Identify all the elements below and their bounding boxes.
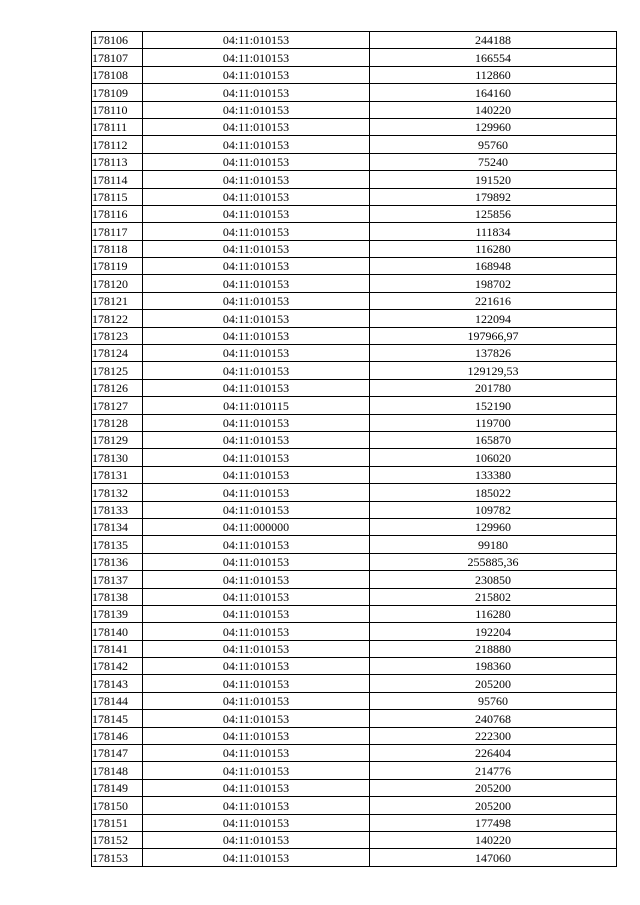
table-row: [92, 605, 617, 622]
row-code-cell: 04:11:010153: [143, 223, 370, 240]
table-row: [92, 779, 617, 796]
row-id-cell: 178120: [92, 275, 143, 292]
row-value-cell: 177498: [370, 814, 617, 831]
row-value-cell: 122094: [370, 310, 617, 327]
table-row: [92, 327, 617, 344]
row-value-cell: 109782: [370, 501, 617, 518]
row-id-cell: 178153: [92, 849, 143, 866]
table-row: [92, 449, 617, 466]
row-id-cell: 178115: [92, 188, 143, 205]
table-row: [92, 275, 617, 292]
row-id-cell: 178134: [92, 518, 143, 535]
table-row: [92, 658, 617, 675]
row-code-cell: 04:11:010153: [143, 727, 370, 744]
row-code-cell: 04:11:010153: [143, 466, 370, 483]
table-row: [92, 710, 617, 727]
table-row: [92, 692, 617, 709]
table-row: [92, 797, 617, 814]
row-id-cell: 178125: [92, 362, 143, 379]
row-value-cell: 164160: [370, 84, 617, 101]
row-code-cell: 04:11:010153: [143, 553, 370, 570]
row-code-cell: 04:11:010153: [143, 292, 370, 309]
row-id-cell: 178142: [92, 658, 143, 675]
row-code-cell: 04:11:010153: [143, 118, 370, 135]
table-row: [92, 118, 617, 135]
row-value-cell: 147060: [370, 849, 617, 866]
table-row: [92, 258, 617, 275]
row-id-cell: 178122: [92, 310, 143, 327]
row-value-cell: 116280: [370, 605, 617, 622]
row-code-cell: 04:11:010153: [143, 258, 370, 275]
row-id-cell: 178124: [92, 345, 143, 362]
row-code-cell: 04:11:010153: [143, 640, 370, 657]
row-code-cell: 04:11:010153: [143, 849, 370, 866]
table-row: [92, 484, 617, 501]
row-value-cell: 191520: [370, 171, 617, 188]
table-row: [92, 188, 617, 205]
table-row: [92, 49, 617, 66]
row-value-cell: 112860: [370, 66, 617, 83]
table-row: [92, 571, 617, 588]
row-code-cell: 04:11:000000: [143, 518, 370, 535]
row-code-cell: 04:11:010153: [143, 327, 370, 344]
row-id-cell: 178136: [92, 553, 143, 570]
row-id-cell: 178131: [92, 466, 143, 483]
row-id-cell: 178150: [92, 797, 143, 814]
row-value-cell: 152190: [370, 397, 617, 414]
row-value-cell: 75240: [370, 153, 617, 170]
row-id-cell: 178151: [92, 814, 143, 831]
row-id-cell: 178133: [92, 501, 143, 518]
row-id-cell: 178108: [92, 66, 143, 83]
table-row: [92, 310, 617, 327]
table-row: [92, 588, 617, 605]
row-value-cell: 255885,36: [370, 553, 617, 570]
row-code-cell: 04:11:010153: [143, 745, 370, 762]
row-value-cell: 133380: [370, 466, 617, 483]
row-id-cell: 178117: [92, 223, 143, 240]
table-row: [92, 466, 617, 483]
table-row: [92, 727, 617, 744]
row-code-cell: 04:11:010153: [143, 275, 370, 292]
table-row: [92, 553, 617, 570]
table-row: [92, 171, 617, 188]
row-value-cell: 198360: [370, 658, 617, 675]
row-code-cell: 04:11:010153: [143, 66, 370, 83]
row-id-cell: 178114: [92, 171, 143, 188]
data-table: [91, 31, 617, 867]
row-code-cell: 04:11:010153: [143, 675, 370, 692]
row-id-cell: 178129: [92, 431, 143, 448]
table-row: [92, 414, 617, 431]
table-row: [92, 223, 617, 240]
table-row: [92, 623, 617, 640]
row-code-cell: 04:11:010115: [143, 397, 370, 414]
row-value-cell: 222300: [370, 727, 617, 744]
table-row: [92, 292, 617, 309]
row-code-cell: 04:11:010153: [143, 762, 370, 779]
row-value-cell: 230850: [370, 571, 617, 588]
row-id-cell: 178106: [92, 32, 143, 49]
row-id-cell: 178123: [92, 327, 143, 344]
table-row: [92, 640, 617, 657]
row-value-cell: 106020: [370, 449, 617, 466]
row-value-cell: 140220: [370, 831, 617, 848]
row-id-cell: 178138: [92, 588, 143, 605]
row-code-cell: 04:11:010153: [143, 536, 370, 553]
row-code-cell: 04:11:010153: [143, 240, 370, 257]
table-row: [92, 66, 617, 83]
row-code-cell: 04:11:010153: [143, 310, 370, 327]
row-id-cell: 178109: [92, 84, 143, 101]
row-id-cell: 178130: [92, 449, 143, 466]
table-row: [92, 32, 617, 49]
row-code-cell: 04:11:010153: [143, 501, 370, 518]
row-code-cell: 04:11:010153: [143, 588, 370, 605]
row-value-cell: 179892: [370, 188, 617, 205]
row-code-cell: 04:11:010153: [143, 571, 370, 588]
row-id-cell: 178127: [92, 397, 143, 414]
row-id-cell: 178139: [92, 605, 143, 622]
row-value-cell: 205200: [370, 797, 617, 814]
row-value-cell: 119700: [370, 414, 617, 431]
row-value-cell: 168948: [370, 258, 617, 275]
row-value-cell: 140220: [370, 101, 617, 118]
row-code-cell: 04:11:010153: [143, 692, 370, 709]
row-value-cell: 137826: [370, 345, 617, 362]
row-value-cell: 95760: [370, 136, 617, 153]
row-id-cell: 178118: [92, 240, 143, 257]
row-id-cell: 178110: [92, 101, 143, 118]
row-id-cell: 178128: [92, 414, 143, 431]
row-id-cell: 178135: [92, 536, 143, 553]
row-value-cell: 129960: [370, 118, 617, 135]
row-value-cell: 99180: [370, 536, 617, 553]
row-id-cell: 178140: [92, 623, 143, 640]
table-row: [92, 153, 617, 170]
row-id-cell: 178113: [92, 153, 143, 170]
row-value-cell: 129129,53: [370, 362, 617, 379]
table-row: [92, 431, 617, 448]
row-code-cell: 04:11:010153: [143, 32, 370, 49]
table-row: [92, 501, 617, 518]
row-value-cell: 244188: [370, 32, 617, 49]
row-value-cell: 226404: [370, 745, 617, 762]
row-id-cell: 178145: [92, 710, 143, 727]
table-body: [92, 32, 617, 867]
row-code-cell: 04:11:010153: [143, 379, 370, 396]
row-code-cell: 04:11:010153: [143, 797, 370, 814]
table-row: [92, 762, 617, 779]
row-code-cell: 04:11:010153: [143, 831, 370, 848]
row-code-cell: 04:11:010153: [143, 658, 370, 675]
row-code-cell: 04:11:010153: [143, 623, 370, 640]
row-value-cell: 129960: [370, 518, 617, 535]
table-row: [92, 518, 617, 535]
row-code-cell: 04:11:010153: [143, 345, 370, 362]
row-value-cell: 198702: [370, 275, 617, 292]
table-row: [92, 101, 617, 118]
row-value-cell: 111834: [370, 223, 617, 240]
table-row: [92, 84, 617, 101]
row-code-cell: 04:11:010153: [143, 414, 370, 431]
row-id-cell: 178147: [92, 745, 143, 762]
row-value-cell: 192204: [370, 623, 617, 640]
row-id-cell: 178146: [92, 727, 143, 744]
row-value-cell: 165870: [370, 431, 617, 448]
table-row: [92, 240, 617, 257]
table-row: [92, 379, 617, 396]
row-id-cell: 178137: [92, 571, 143, 588]
row-code-cell: 04:11:010153: [143, 49, 370, 66]
row-code-cell: 04:11:010153: [143, 101, 370, 118]
row-id-cell: 178126: [92, 379, 143, 396]
row-id-cell: 178116: [92, 205, 143, 222]
row-code-cell: 04:11:010153: [143, 449, 370, 466]
table-row: [92, 205, 617, 222]
row-code-cell: 04:11:010153: [143, 484, 370, 501]
row-value-cell: 116280: [370, 240, 617, 257]
row-value-cell: 201780: [370, 379, 617, 396]
row-code-cell: 04:11:010153: [143, 171, 370, 188]
table-row: [92, 745, 617, 762]
row-code-cell: 04:11:010153: [143, 814, 370, 831]
row-id-cell: 178149: [92, 779, 143, 796]
row-id-cell: 178107: [92, 49, 143, 66]
row-code-cell: 04:11:010153: [143, 779, 370, 796]
table-row: [92, 362, 617, 379]
row-code-cell: 04:11:010153: [143, 362, 370, 379]
row-code-cell: 04:11:010153: [143, 605, 370, 622]
row-value-cell: 185022: [370, 484, 617, 501]
row-value-cell: 218880: [370, 640, 617, 657]
row-id-cell: 178121: [92, 292, 143, 309]
row-code-cell: 04:11:010153: [143, 205, 370, 222]
row-id-cell: 178144: [92, 692, 143, 709]
row-code-cell: 04:11:010153: [143, 153, 370, 170]
row-value-cell: 197966,97: [370, 327, 617, 344]
row-id-cell: 178141: [92, 640, 143, 657]
row-value-cell: 214776: [370, 762, 617, 779]
row-id-cell: 178152: [92, 831, 143, 848]
row-id-cell: 178143: [92, 675, 143, 692]
table-row: [92, 536, 617, 553]
row-code-cell: 04:11:010153: [143, 84, 370, 101]
row-id-cell: 178119: [92, 258, 143, 275]
row-value-cell: 166554: [370, 49, 617, 66]
row-code-cell: 04:11:010153: [143, 710, 370, 727]
table-row: [92, 814, 617, 831]
row-code-cell: 04:11:010153: [143, 136, 370, 153]
table-row: [92, 345, 617, 362]
table-row: [92, 849, 617, 866]
row-code-cell: 04:11:010153: [143, 188, 370, 205]
row-id-cell: 178112: [92, 136, 143, 153]
table-row: [92, 397, 617, 414]
row-id-cell: 178148: [92, 762, 143, 779]
row-value-cell: 205200: [370, 675, 617, 692]
row-value-cell: 125856: [370, 205, 617, 222]
row-value-cell: 205200: [370, 779, 617, 796]
table-row: [92, 136, 617, 153]
row-id-cell: 178132: [92, 484, 143, 501]
row-value-cell: 95760: [370, 692, 617, 709]
row-value-cell: 221616: [370, 292, 617, 309]
row-code-cell: 04:11:010153: [143, 431, 370, 448]
row-value-cell: 215802: [370, 588, 617, 605]
row-id-cell: 178111: [92, 118, 143, 135]
row-value-cell: 240768: [370, 710, 617, 727]
table-row: [92, 831, 617, 848]
table-row: [92, 675, 617, 692]
